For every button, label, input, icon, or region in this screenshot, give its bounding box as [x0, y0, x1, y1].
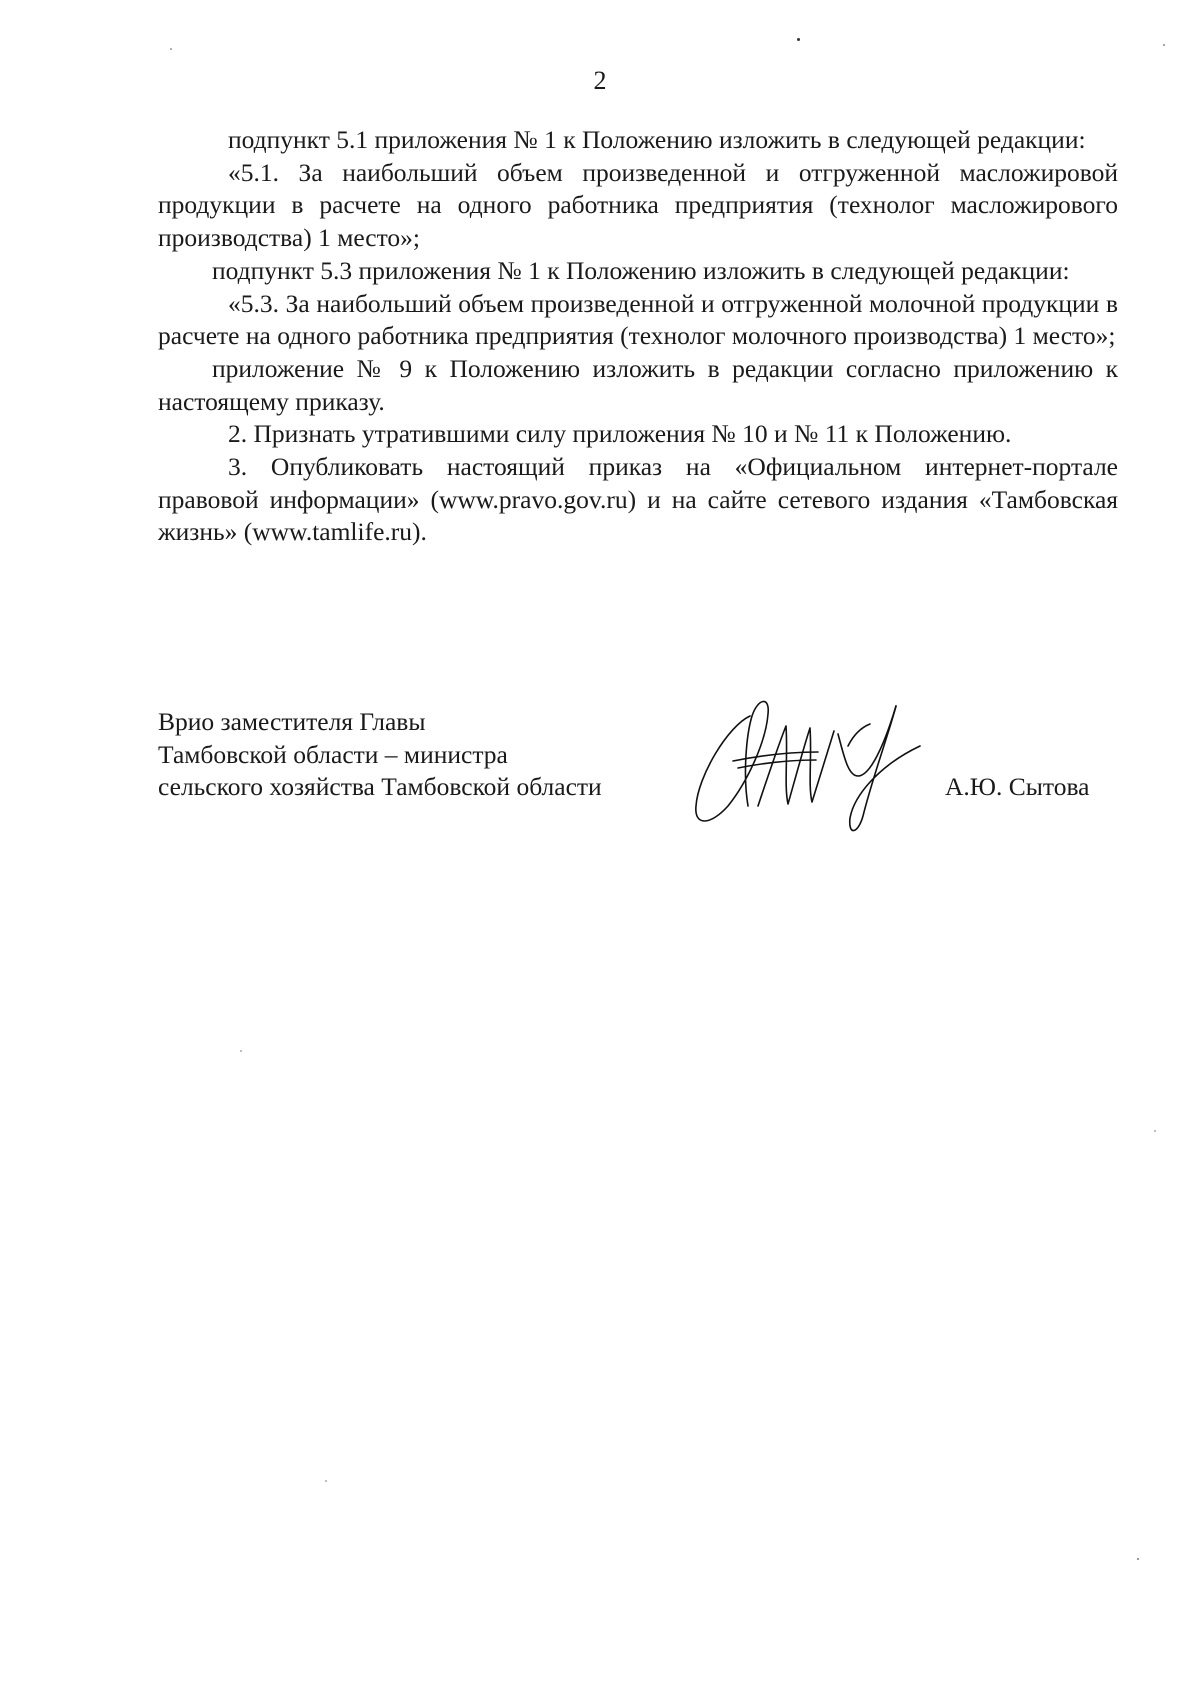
scan-speck — [1154, 1130, 1156, 1132]
handwritten-signature — [688, 686, 928, 846]
paragraph-subitem-5-1-text: «5.1. За наибольший объем произведенной и отгруженной масложировой продукции в расчете на одного работника предприятия (технолог масложирового производства) 1 место»; — [158, 157, 1118, 253]
scan-speck — [797, 38, 800, 41]
signer-title — [158, 706, 602, 804]
page-number: 2 — [593, 66, 607, 95]
paragraph-subitem-5-3-text: «5.3. За наибольший объем произведенной и отгруженной молочной продукции в расчете на одного работника предприятия (технолог молочного производства) 1 место»; — [158, 288, 1118, 351]
paragraph-subitem-5-1-intro: подпункт 5.1 приложения № 1 к Положению изложить в следующей редакции: — [228, 125, 1086, 154]
signer-title-line: Врио заместителя Главы — [158, 707, 426, 736]
paragraph-item-2: 2. Признать утратившими силу приложения № 10 и № 11 к Положению. — [228, 419, 1012, 449]
signer-title-line: сельского хозяйства Тамбовской области — [158, 772, 602, 802]
scan-speck — [325, 1480, 327, 1482]
scan-speck — [1163, 44, 1165, 46]
signature-block — [158, 706, 1118, 836]
signer-name: А.Ю. Сытова — [945, 772, 1090, 801]
scan-speck — [170, 48, 172, 50]
scan-speck — [1137, 1558, 1139, 1560]
scan-speck — [240, 1050, 242, 1052]
paragraph-subitem-5-3-intro: подпункт 5.3 приложения № 1 к Положению изложить в следующей редакции: — [212, 255, 1070, 285]
paragraph-appendix-9: приложение № 9 к Положению изложить в редакции согласно приложению к настоящему приказу. — [158, 353, 1118, 416]
signer-title-line: Тамбовской области – министра — [158, 739, 508, 769]
paragraph-item-3: 3. Опубликовать настоящий приказ на «Официальном интернет-портале правовой информации» (www.pravo.gov.ru) и на сайте сетевого издания «Тамбовская жизнь» (www.tamlife.ru). — [158, 452, 1118, 547]
document-body — [158, 124, 1118, 549]
